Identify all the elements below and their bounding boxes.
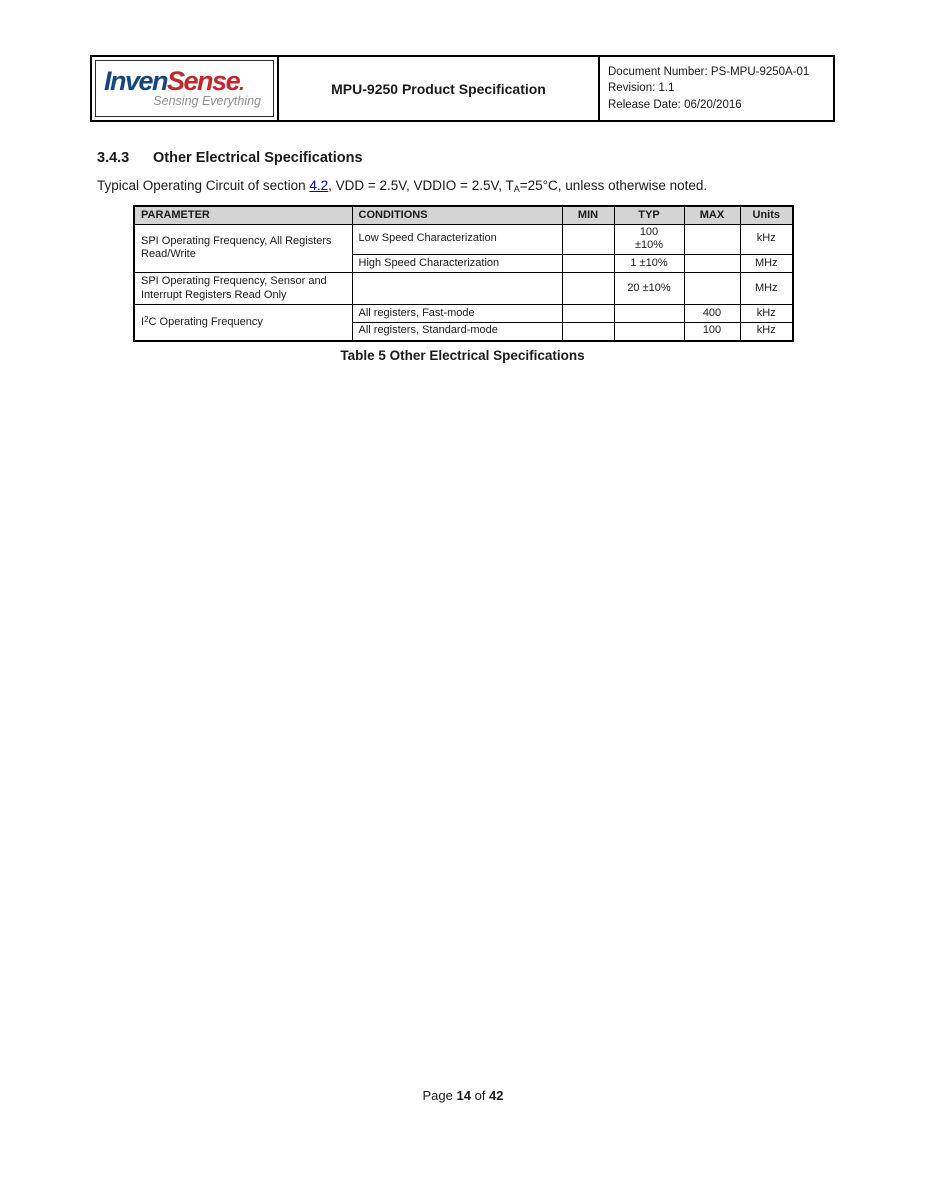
typ-value-line1: 100: [639, 225, 659, 238]
section-number: 3.4.3: [97, 150, 130, 166]
col-header-conditions: CONDITIONS: [352, 206, 562, 224]
document-release-date: Release Date: 06/20/2016: [608, 98, 742, 111]
cell-units-khz: kHz: [740, 323, 793, 341]
cell-typ-empty: [614, 305, 684, 323]
logo-word-sense: Sense: [167, 66, 240, 97]
section-4-2-link[interactable]: 4.2: [309, 178, 329, 193]
document-number: Document Number: PS-MPU-9250A-01: [608, 66, 810, 79]
table-row: [134, 305, 793, 323]
cell-cond-fast-mode: All registers, Fast-mode: [352, 305, 562, 323]
intro-text-middle: , VDD = 2.5V, VDDIO = 2.5V, T: [328, 178, 514, 193]
table-header-row: [134, 206, 793, 224]
typ-value-line2: ±10%: [634, 239, 664, 252]
invensense-logo: [95, 60, 274, 117]
cell-typ-empty: [614, 323, 684, 341]
cell-typ-100: [614, 224, 684, 255]
col-header-units: Units: [740, 206, 793, 224]
cell-max-empty: [684, 273, 740, 305]
document-revision: Revision: 1.1: [608, 82, 675, 95]
footer-page-number: 14: [456, 1088, 471, 1103]
logo-word-inven: Inven: [104, 66, 168, 97]
section-heading: [97, 150, 363, 166]
logo-wordmark: [104, 67, 265, 95]
col-header-typ: TYP: [614, 206, 684, 224]
document-info: [600, 57, 833, 120]
cell-units-khz: kHz: [740, 305, 793, 323]
page-footer: [0, 1088, 926, 1103]
col-header-min: MIN: [562, 206, 614, 224]
cell-typ-1: 1 ±10%: [614, 255, 684, 273]
table-caption: Table 5 Other Electrical Specifications: [340, 348, 585, 363]
cell-max-400: 400: [684, 305, 740, 323]
cell-cond-low-speed: Low Speed Characterization: [352, 224, 562, 255]
i2c-prefix: I: [141, 315, 145, 328]
document-title: MPU-9250 Product Specification: [279, 57, 600, 120]
cell-cond-high-speed: High Speed Characterization: [352, 255, 562, 273]
cell-param-spi-sensor: SPI Operating Frequency, Sensor and Interrupt Registers Read Only: [134, 273, 352, 305]
table-row: [134, 273, 793, 305]
table-row: [134, 224, 793, 255]
cell-min-empty: [562, 305, 614, 323]
cell-min-empty: [562, 255, 614, 273]
intro-text-before: Typical Operating Circuit of section: [97, 178, 310, 193]
footer-of: of: [474, 1088, 486, 1103]
cell-cond-standard-mode: All registers, Standard-mode: [352, 323, 562, 341]
i2c-superscript: 2: [144, 314, 149, 324]
i2c-suffix: C Operating Frequency: [148, 315, 263, 328]
cell-param-i2c: [134, 305, 352, 341]
cell-max-empty: [684, 224, 740, 255]
cell-max-empty: [684, 255, 740, 273]
intro-paragraph: [97, 178, 707, 194]
cell-min-empty: [562, 323, 614, 341]
col-header-max: MAX: [684, 206, 740, 224]
page-header: [90, 55, 835, 122]
cell-units-mhz: MHz: [740, 255, 793, 273]
cell-units-mhz: MHz: [740, 273, 793, 305]
cell-min-empty: [562, 224, 614, 255]
electrical-specs-table: [133, 205, 794, 342]
section-title: Other Electrical Specifications: [153, 150, 363, 166]
logo-tagline: Sensing Everything: [153, 93, 261, 108]
logo-dot: .: [239, 73, 244, 96]
intro-text-after: =25°C, unless otherwise noted.: [519, 178, 708, 193]
cell-typ-20: 20 ±10%: [614, 273, 684, 305]
cell-units-khz: kHz: [740, 224, 793, 255]
intro-subscript-a: A: [513, 184, 520, 194]
footer-prefix: Page: [422, 1088, 453, 1103]
cell-param-spi-all: SPI Operating Frequency, All Registers Read/Write: [134, 224, 352, 273]
logo-cell: [92, 57, 279, 120]
cell-max-100: 100: [684, 323, 740, 341]
cell-min-empty: [562, 273, 614, 305]
footer-total-pages: 42: [489, 1088, 504, 1103]
col-header-parameter: PARAMETER: [134, 206, 352, 224]
cell-cond-empty: [352, 273, 562, 305]
